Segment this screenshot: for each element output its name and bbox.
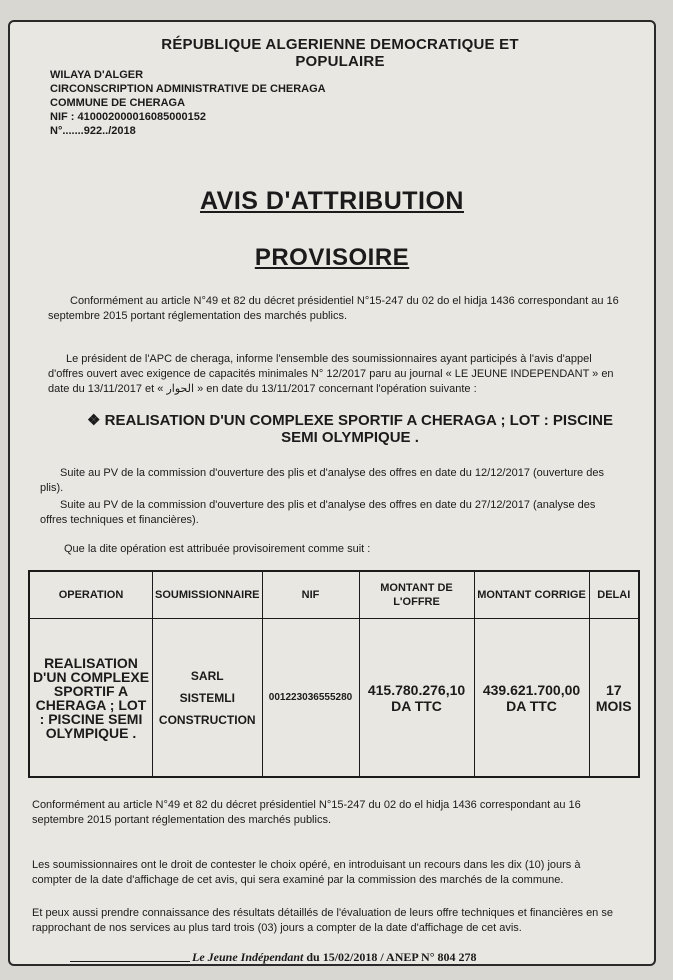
evaluation-results-paragraph: Et peux aussi prendre connaissance des résultats détaillés de l'évaluation de leurs offre techniques et financières en se rapprochant de nos services au plus tard trois (03) jours a compter de la date d'affichage de cet avis. (32, 907, 613, 934)
cell-nif: 001223036555280 (262, 619, 359, 778)
republic-header: RÉPUBLIQUE ALGERIENNE DEMOCRATIQUE ET POPULAIRE (161, 36, 519, 70)
notice-frame (8, 20, 656, 966)
footer-rule (70, 961, 190, 962)
publication-reference: du 15/02/2018 / ANEP N° 804 278 (306, 950, 477, 964)
notice-title-line2: PROVISOIRE (254, 244, 410, 271)
administration-block (50, 68, 326, 138)
header-nif: NIF (262, 571, 359, 619)
nif-line: NIF : 410002000016085000152 (50, 111, 206, 123)
attribution-table (28, 570, 640, 778)
journal-name: Le Jeune Indépendant (192, 950, 304, 964)
soumissionnaire-line1: SARL (190, 668, 224, 683)
reference-number: N°.......922../2018 (50, 125, 136, 137)
contest-rights-paragraph: Les soumissionnaires ont le droit de contester le choix opéré, en introduisant un recours dans les dix (10) jours à compter de la date d'affichage de cet avis, qui sera examiné par la commission des marchés de la commune. (32, 859, 581, 886)
header-soumissionnaire: SOUMISSIONNAIRE (153, 571, 263, 619)
cell-delai: 17 MOIS (589, 619, 639, 778)
circonscription-line: CIRCONSCRIPTION ADMINISTRATIVE DE CHERAGA (50, 83, 326, 95)
pv-analysis-paragraph: Suite au PV de la commission d'ouverture des plis et d'analyse des offres en date du 27/12/2017 (analyse des offres techniques et financières). (40, 499, 596, 526)
operation-title: ❖ REALISATION D'UN COMPLEXE SPORTIF A CHERAGA ; LOT : PISCINE SEMI OLYMPIQUE . (87, 412, 613, 446)
attribution-intro: Que la dite opération est attribuée provisoirement comme suit : (64, 543, 371, 555)
header-operation: OPERATION (29, 571, 153, 619)
pv-opening-paragraph: Suite au PV de la commission d'ouverture des plis et d'analyse des offres en date du 12/12/2017 (ouverture des plis). (40, 467, 604, 494)
legal-reference-paragraph: Conformément au article N°49 et 82 du décret présidentiel N°15-247 du 02 do el hidja 1436 correspondant au 16 septembre 2015 portant réglementation des marchés publics. (48, 295, 619, 322)
table-header-row (29, 571, 639, 619)
cell-montant-corrige: 439.621.700,00 DA TTC (474, 619, 589, 778)
cell-soumissionnaire (153, 619, 263, 778)
wilaya-line: WILAYA D'ALGER (50, 69, 144, 81)
legal-reference-paragraph-2: Conformément au article N°49 et 82 du décret présidentiel N°15-247 du 02 do el hidja 1436 correspondant au 16 septembre 2015 portant réglementation des marchés publics. (32, 799, 581, 826)
header-montant-offre: MONTANT DE L'OFFRE (359, 571, 474, 619)
commune-line: COMMUNE DE CHERAGA (50, 97, 186, 109)
header-delai: DELAI (589, 571, 639, 619)
header-montant-corrige: MONTANT CORRIGE (474, 571, 589, 619)
soumissionnaire-line3: CONSTRUCTION (158, 712, 256, 727)
president-notice-paragraph: Le président de l'APC de cheraga, informe l'ensemble des soumissionnaires ayant participés à l'avis d'appel d'offres ouvert avec exigence de capacités minimales N° 12/2017 paru au journal « LE JEUNE INDEPENDANT » en date du 13/11/2017 et « الحوار » en date du 13/11/2017 concernant l'opération suivante : (48, 353, 614, 395)
table-row (29, 619, 639, 778)
publication-footer (192, 950, 477, 965)
cell-operation: REALISATION D'UN COMPLEXE SPORTIF A CHERAGA ; LOT : PISCINE SEMI OLYMPIQUE . (29, 619, 153, 778)
soumissionnaire-line2: SISTEMLI (179, 690, 235, 705)
notice-title-line1: AVIS D'ATTRIBUTION (199, 187, 464, 215)
cell-montant-offre: 415.780.276,10 DA TTC (359, 619, 474, 778)
